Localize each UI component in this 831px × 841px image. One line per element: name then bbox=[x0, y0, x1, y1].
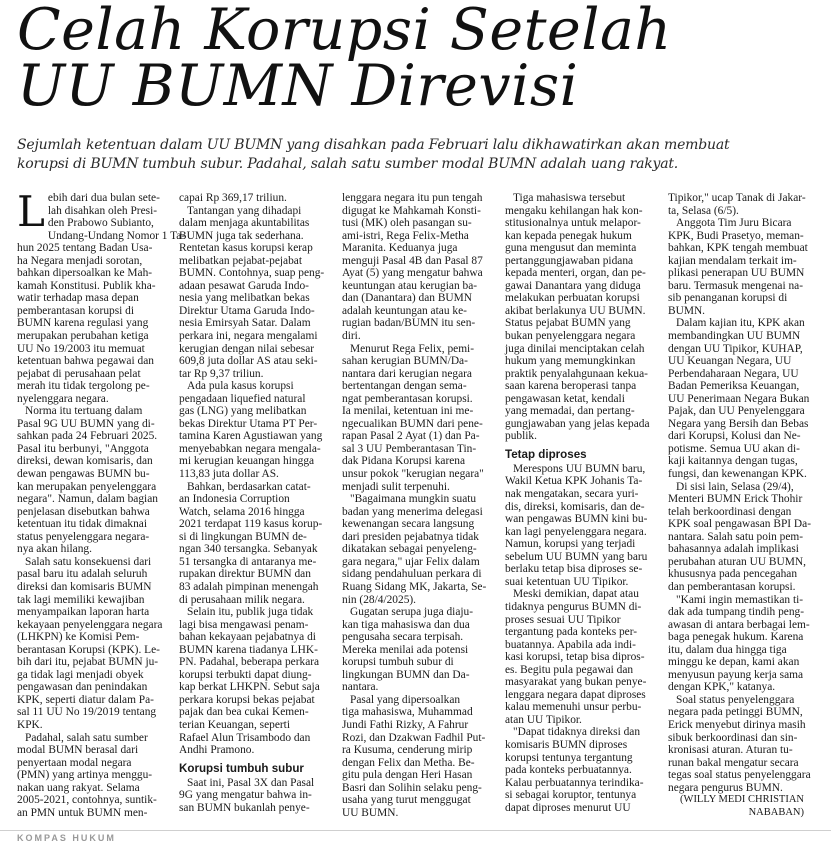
body-text-line: Basri dan Solihin selaku peng- bbox=[342, 781, 482, 794]
body-text-line: den Prabowo Subianto, bbox=[47, 217, 154, 230]
byline: (WILLY MEDI CHRISTIAN bbox=[680, 794, 804, 806]
body-text-line: nin (28/4/2025). bbox=[342, 593, 417, 606]
body-text-line: nyelenggara negara. bbox=[17, 392, 109, 405]
body-text-line: dikatakan sebagai penyeleng- bbox=[342, 543, 477, 556]
body-text-line: Ruang Sidang MK, Jakarta, Se- bbox=[342, 580, 487, 593]
body-text-line: menyusun payung kerja sama bbox=[668, 668, 804, 681]
body-text-line: Status pejabat BUMN yang bbox=[505, 317, 631, 330]
body-text-line: fungsi, dan kewenangan KPK. bbox=[668, 468, 807, 481]
body-text-line: guna mengusut dan meminta bbox=[505, 242, 637, 255]
body-text-line: lenggara negara dapat diproses bbox=[505, 688, 646, 701]
body-text-line: gitu pula dengan Heri Hasan bbox=[342, 769, 473, 782]
section-footer: KOMPAS HUKUM bbox=[17, 833, 116, 841]
body-text-line: potisme. Semua UU akan di- bbox=[668, 442, 800, 455]
body-text-line: lenggara negara itu pun tengah bbox=[342, 192, 483, 204]
body-text-line: kalau memenuhi unsur perbu- bbox=[505, 701, 642, 714]
body-text-line: pertanggungjawaban pidana bbox=[505, 254, 634, 267]
body-text-line: gawai Danantara yang diduga bbox=[505, 279, 641, 292]
body-text-line: dis, direksi, komisaris, dan de- bbox=[505, 500, 645, 513]
body-text-line: capai Rp 369,17 triliun. bbox=[179, 192, 287, 204]
body-text-line: dak ada tumpang tindih peng- bbox=[668, 606, 805, 619]
body-text-line: Meski demikian, dapat atau bbox=[513, 588, 639, 601]
body-text-line: 113,83 juta dollar AS. bbox=[179, 468, 279, 481]
body-text-line: (LHKPN) ke Komisi Pem- bbox=[17, 631, 140, 644]
headline-line-2: UU BUMN Direvisi bbox=[17, 53, 579, 119]
body-text-line: minggu ke depan, kami akan bbox=[668, 656, 800, 669]
body-text-line: bertentangan dengan sema- bbox=[342, 380, 467, 393]
body-text-line: PN. Padahal, beberapa perkara bbox=[179, 656, 320, 669]
body-text-line: 83 adalah pimpinan menengah bbox=[179, 580, 319, 593]
body-text-line: bahasannya adalah implikasi bbox=[668, 543, 799, 556]
body-text-line: rupakan direktur BUMN dan bbox=[179, 568, 311, 581]
body-text-line: buatannya. Apabila ada indi- bbox=[505, 638, 636, 651]
body-text-line: sib penanganan korupsi di bbox=[668, 292, 788, 305]
body-text-line: saan karena beroperasi tanpa bbox=[505, 380, 637, 393]
body-text-line: tergantung pada konteks per- bbox=[505, 626, 638, 639]
body-text-line: Rozi, dan Dzakwan Fadhil Put- bbox=[342, 731, 486, 744]
body-text-line: Rentetan kasus korupsi kerap bbox=[179, 242, 313, 255]
body-text-line: kepada menteri, organ, dan pe- bbox=[505, 267, 646, 280]
body-text-line: KPK, Budi Prasetyo, meman- bbox=[668, 229, 804, 242]
body-text-line: mengaku kehilangan hak kon- bbox=[505, 204, 643, 217]
body-text-line: dapat diproses menurut UU bbox=[505, 801, 631, 814]
body-text-line: pada konteks perbuatannya. bbox=[505, 764, 632, 777]
body-text-line: pengawasan dan penindakan bbox=[17, 681, 148, 694]
body-text-line: penjelasan disebutkan bahwa bbox=[17, 505, 150, 518]
body-text-line: itu, dalam dua hingga tiga bbox=[668, 643, 787, 656]
body-text-line: dengan UU Tipikor, KUHAP, bbox=[668, 342, 803, 355]
body-text-line: melibatkan pejabat-pejabat bbox=[179, 254, 303, 267]
body-text-line: Tiga mahasiswa tersebut bbox=[513, 192, 626, 204]
body-text-line: Menteri BUMN Erick Thohir bbox=[668, 493, 803, 506]
body-text-line: yang memadai, dan pertang- bbox=[505, 405, 635, 418]
body-text-line: nakan uang rakyat. Selama bbox=[17, 781, 140, 794]
body-text-line: unsur pokok "kerugian negara" bbox=[342, 468, 484, 481]
body-text-line: stitusionalnya untuk melapor- bbox=[505, 217, 641, 230]
body-text-line: Merespons UU BUMN baru, bbox=[513, 462, 646, 475]
body-text-line: pengawasan ketat, kendali bbox=[505, 392, 625, 405]
body-text-line: penyertaan modal negara bbox=[17, 756, 132, 769]
body-text-line: diri. bbox=[342, 330, 361, 343]
body-text-line: bih dari itu, pejabat BUMN ju- bbox=[17, 656, 159, 669]
body-text-line: awasan di antara berbagai lem- bbox=[668, 618, 810, 631]
body-text-line: negara". Namun, dalam bagian bbox=[17, 493, 158, 506]
article-column-1 bbox=[17, 187, 186, 819]
body-text-line: nantara dari kerugian negara bbox=[342, 367, 472, 380]
body-text-line: perubahan aturan UU BUMN, bbox=[668, 555, 806, 568]
body-text-line: Tipikor," ucap Tanak di Jakar- bbox=[668, 192, 806, 204]
body-text-line: juga dinilai menciptakan celah bbox=[505, 342, 645, 355]
body-text-line: akibat berlakunya UU BUMN. bbox=[505, 304, 646, 317]
body-text-line: ketentuan bahwa pegawai dan bbox=[17, 355, 154, 368]
body-text-line: perkara korupsi bekas pejabat bbox=[179, 693, 315, 706]
body-text-line: bahkan dipersoalkan ke Mah- bbox=[17, 267, 153, 280]
body-text-line: lah disahkan oleh Presi- bbox=[47, 204, 158, 217]
body-text-line: menyebabkan negara mengala- bbox=[179, 442, 321, 455]
body-text-line: 2021 terdapat 119 kasus korup- bbox=[179, 518, 323, 531]
body-text-line: runan bakal mengatur secara bbox=[668, 756, 799, 769]
body-text-line: BUMN karena tiadanya LHK- bbox=[179, 643, 318, 656]
body-text-line: ta, Selasa (6/5). bbox=[668, 204, 739, 217]
body-text-line: 51 tersangka di antaranya me- bbox=[179, 555, 317, 568]
body-text-line: Ayat (5) yang mengatur bahwa bbox=[342, 267, 483, 280]
body-text-line: sahkan pada 24 Februari 2025. bbox=[17, 430, 158, 443]
body-text-line: Gugatan serupa juga diaju- bbox=[350, 606, 474, 619]
headline-line-1: Celah Korupsi Setelah bbox=[17, 0, 672, 63]
body-text-line: khususnya pada pencegahan bbox=[668, 568, 798, 581]
body-text-line: nantara. bbox=[342, 681, 379, 694]
body-text-line: status penyelenggara negara- bbox=[17, 530, 150, 543]
body-text-line: di perusahaan milik negara. bbox=[179, 593, 305, 606]
body-text-line: ra Kusuma, cenderung mirip bbox=[342, 744, 473, 757]
subheading: Tetap diproses bbox=[505, 447, 587, 461]
body-text-line: an Indonesia Corruption bbox=[179, 493, 290, 506]
body-text-line: hun 2025 tentang Badan Usa- bbox=[17, 242, 153, 255]
body-text-line: kan merupakan penyelenggara bbox=[17, 480, 157, 493]
body-text-line: Dalam kajian itu, KPK akan bbox=[676, 317, 805, 330]
body-text-line: korupsi tumbuh subur di bbox=[342, 656, 454, 669]
body-text-line: menyampaikan laporan harta bbox=[17, 606, 150, 619]
body-text-line: rugian badan/BUMN itu sen- bbox=[342, 317, 476, 330]
body-text-line: nesia Emirsyah Satar. Dalam bbox=[179, 317, 311, 330]
body-text-line: Pasal yang dipersoalkan bbox=[350, 693, 461, 706]
body-text-line: menguji Pasal 4B dan Pasal 87 bbox=[342, 254, 483, 267]
body-text-line: Ia menilai, ketentuan ini me- bbox=[342, 405, 474, 418]
body-text-line: dalam menjaga akuntabilitas bbox=[179, 217, 310, 230]
body-text-line: san BUMN bukanlah penye- bbox=[179, 801, 310, 814]
body-text-line: es. Begitu pula pegawai dan bbox=[505, 663, 634, 676]
body-text-line: Badan Pemeriksa Keuangan, bbox=[668, 380, 800, 393]
body-text-line: ngecualikan BUMN dari pene- bbox=[342, 417, 483, 430]
body-text-line: watir terhadap masa depan bbox=[17, 292, 139, 305]
body-text-line: baru. Termasuk mengenai na- bbox=[668, 279, 803, 292]
body-text-line: dengan KPK," katanya. bbox=[668, 681, 776, 694]
body-text-line: atan UU Tipikor. bbox=[505, 713, 582, 726]
body-text-line: kasi korupsi, tetap bisa dipros- bbox=[505, 651, 645, 664]
body-text-line: sebelum UU BUMN yang baru bbox=[505, 550, 648, 563]
body-text-line: 9G yang mengatur bahwa in- bbox=[179, 789, 312, 802]
body-text-line: mi kerugian keuangan hingga bbox=[179, 455, 315, 468]
body-text-line: hukum yang memungkinkan bbox=[505, 355, 636, 368]
body-text-line: plikasi penerapan UU BUMN bbox=[668, 267, 805, 280]
body-text-line: kamah Konstitusi. Publik kha- bbox=[17, 279, 156, 292]
body-text-line: Perbendaharaan Negara, UU bbox=[668, 367, 799, 380]
body-text-line: wan pengawas BUMN kini bu- bbox=[505, 513, 648, 526]
byline: NABABAN) bbox=[748, 806, 804, 818]
body-text-line: kan lagi penyelenggara negara. bbox=[505, 525, 647, 538]
body-text-line: ketentuan itu tidak dimaknai bbox=[17, 518, 148, 531]
body-text-line: sal 3 UU Pemberantasan Tin- bbox=[342, 442, 477, 455]
lead-line-2: korupsi di BUMN tumbuh subur. Padahal, salah satu sumber modal BUMN adalah uang rakyat. bbox=[17, 156, 679, 172]
body-text-line: ngat pemberantasan korupsi. bbox=[342, 392, 473, 405]
body-text-line: "Bagaimana mungkin suatu bbox=[350, 493, 477, 506]
body-text-line: lagi bisa mengawasi penam- bbox=[179, 618, 309, 631]
body-text-line: Direktur Utama Garuda Indo- bbox=[179, 304, 315, 317]
body-text-line: Pasal 9G UU BUMN yang di- bbox=[17, 417, 155, 430]
body-text-line: bahkan, KPK tengah membuat bbox=[668, 242, 808, 255]
body-text-line: sidang pendahuluan perkara di bbox=[342, 568, 482, 581]
body-text-line: BUMN. Contohnya, suap peng- bbox=[179, 267, 325, 280]
body-text-line: suai ketentuan UU Tipikor. bbox=[505, 575, 629, 588]
body-text-line: dewan pengawas BUMN bu- bbox=[17, 468, 150, 481]
body-text-line: Wakil Ketua KPK Johanis Ta- bbox=[505, 475, 643, 488]
body-text-line: KPK, seperti diatur dalam Pa- bbox=[17, 693, 154, 706]
body-text-line: Padahal, salah satu sumber bbox=[25, 731, 148, 744]
body-text-line: Andhi Pramono. bbox=[179, 744, 255, 757]
body-text-line: membandingkan UU BUMN bbox=[668, 330, 801, 343]
body-text-line: KPK. bbox=[17, 718, 43, 731]
article-column-2 bbox=[179, 192, 325, 814]
body-text-line: adalah keuntungan atau ke- bbox=[342, 304, 467, 317]
body-text-line: melakukan perbuatan korupsi bbox=[505, 292, 640, 305]
body-text-line: ami-istri, Rega Felix-Metha bbox=[342, 229, 469, 242]
body-text-line: dan (Danantara) dan BUMN bbox=[342, 292, 472, 305]
body-text-line: ngan 340 tersangka. Sebanyak bbox=[179, 543, 318, 556]
body-text-line: Rafael Alun Trisambodo dan bbox=[179, 731, 311, 744]
body-text-line: Negara yang Bersih dan Bebas bbox=[668, 417, 809, 430]
body-text-line: dari Korupsi, Kolusi dan Ne- bbox=[668, 430, 801, 443]
body-text-line: dak Pidana Korupsi karena bbox=[342, 455, 466, 468]
body-text-line: kaji kaitannya dengan tugas, bbox=[668, 455, 798, 468]
body-text-line: Mereka menilai ada potensi bbox=[342, 643, 469, 656]
article-column-5 bbox=[668, 192, 811, 819]
body-text-line: pejabat di perusahaan pelat bbox=[17, 367, 141, 380]
body-text-line: pemberantasan korupsi di bbox=[17, 304, 135, 317]
body-text-line: menjadi sulit terpenuhi. bbox=[342, 480, 450, 493]
body-text-line: adaan pesawat Garuda Indo- bbox=[179, 279, 309, 292]
body-text-line: tegas soal status penyelenggara bbox=[668, 769, 811, 782]
body-text-line: sahan kerugian BUMN/Da- bbox=[342, 355, 468, 368]
body-text-line: kekayaan penyelenggara negara bbox=[17, 618, 163, 631]
body-text-line: tak lagi memiliki kewajiban bbox=[17, 593, 145, 606]
body-text-line: Pasal itu berbunyi, "Anggota bbox=[17, 442, 149, 455]
body-text-line: kewenangan secara langsung bbox=[342, 518, 475, 531]
body-text-line: Soal status penyelenggara bbox=[676, 693, 795, 706]
body-text-line: "Dapat tidaknya direksi dan bbox=[513, 726, 641, 739]
body-text-line: kap berkat LHKPN. Sebut saja bbox=[179, 681, 320, 694]
body-text-line: Ada pula kasus korupsi bbox=[187, 380, 294, 393]
body-text-line: bekas Direktur Utama PT Per- bbox=[179, 417, 318, 430]
body-text-line: nak mengatakan, secara yuri- bbox=[505, 488, 639, 501]
body-text-line: sibuk berkoordinasi dan sin- bbox=[668, 731, 798, 744]
body-text-line: Tantangan yang dihadapi bbox=[187, 204, 302, 217]
body-text-line: Kalau perbuatannya terindika- bbox=[505, 776, 644, 789]
body-text-line: modal BUMN berasal dari bbox=[17, 744, 139, 757]
body-text-line: kajian mendalam terkait im- bbox=[668, 254, 797, 267]
subheading: Korupsi tumbuh subur bbox=[179, 761, 304, 775]
body-text-line: Anggota Tim Juru Bicara bbox=[676, 217, 792, 230]
body-text-line: gara negara," ujar Felix dalam bbox=[342, 555, 480, 568]
body-text-line: lingkungan BUMN dan Da- bbox=[342, 668, 470, 681]
body-text-line: masyarakat yang bukan penye- bbox=[505, 676, 647, 689]
body-text-line: ga tidak lagi menjadi obyek bbox=[17, 668, 144, 681]
body-text-line: Namun, korupsi yang terjadi bbox=[505, 538, 636, 551]
body-text-line: UU Keuangan Negara, UU bbox=[668, 355, 792, 368]
body-text-line: Pajak, dan UU Penyelenggara bbox=[668, 405, 805, 418]
headline bbox=[17, 0, 817, 119]
bottom-rule bbox=[0, 830, 831, 831]
body-text-line: nantara. Salah satu poin pem- bbox=[668, 530, 804, 543]
body-text-line: UU BUMN. bbox=[342, 806, 399, 819]
body-text-line: ha Negara menjadi sorotan, bbox=[17, 254, 143, 267]
body-text-line: Undang-Undang Nomor 1 Ta- bbox=[47, 229, 186, 242]
body-text-line: perkara ini, negara mengalami bbox=[179, 330, 318, 343]
body-text-line: pasal baru itu adalah seluruh bbox=[17, 568, 148, 581]
body-text-line: nesia yang melibatkan bekas bbox=[179, 292, 310, 305]
body-text-line: dari presiden pejabatnya tidak bbox=[342, 530, 479, 543]
body-text-line: pajak dan bea cukai Kemen- bbox=[179, 706, 309, 719]
body-text-line: baga penegak hukum. Karena bbox=[668, 631, 804, 644]
article-column-4 bbox=[505, 192, 650, 814]
body-text-line: tidaknya pengurus BUMN di- bbox=[505, 600, 642, 613]
body-text-line: kronisasi aturan. Aturan tu- bbox=[668, 744, 793, 757]
body-text-line: UU Penerimaan Negara Bukan bbox=[668, 392, 810, 405]
body-text-line: Maranita. Keduanya juga bbox=[342, 242, 458, 255]
body-text-line: (PMN) yang artinya menggu- bbox=[17, 769, 153, 782]
body-text-line: Selain itu, publik juga tidak bbox=[187, 606, 314, 619]
body-text-line: "Kami ingin memastikan ti- bbox=[676, 593, 804, 606]
body-text-line: korupsi terbukti dapat diung- bbox=[179, 668, 312, 681]
body-text-line: Watch, selama 2016 hingga bbox=[179, 505, 305, 518]
body-text-line: ebih dari dua bulan sete- bbox=[47, 192, 160, 204]
body-text-line: digugat ke Mahkamah Konsti- bbox=[342, 204, 481, 217]
body-text-line: nya akan hilang. bbox=[17, 543, 92, 556]
body-text-line: pengadaan liquefied natural bbox=[179, 392, 306, 405]
article-column-3 bbox=[342, 192, 487, 819]
body-text-line: kan tiga mahasiswa dan dua bbox=[342, 618, 470, 631]
body-text-line: negara pengurus BUMN. bbox=[668, 781, 783, 794]
body-text-line: Jundi Fathi Rizky, A Fahrur bbox=[342, 718, 469, 731]
body-text-line: rapan Pasal 2 Ayat (1) dan Pa- bbox=[342, 430, 480, 443]
body-text-line: Salah satu konsekuensi dari bbox=[25, 555, 152, 568]
body-text-line: si di lingkungan BUMN de- bbox=[179, 530, 307, 543]
body-text-line: BUMN. bbox=[668, 304, 706, 317]
body-text-line: bahan kekayaan pejabatnya di bbox=[179, 631, 316, 644]
body-text-line: negara pada petinggi BUMN, bbox=[668, 706, 803, 719]
body-text-line: berantasan Korupsi (KPK). Le- bbox=[17, 643, 160, 656]
lead-line-1: Sejumlah ketentuan dalam UU BUMN yang disahkan pada Februari lalu dikhawatirkan akan membuat bbox=[17, 137, 730, 153]
body-text-line: tar Rp 9,37 triliun. bbox=[179, 367, 264, 380]
body-text-line: praktik penyalahgunaan kekua- bbox=[505, 367, 648, 380]
body-text-line: Menurut Rega Felix, pemi- bbox=[350, 342, 475, 355]
body-text-line: BUMN karena regulasi yang bbox=[17, 317, 149, 330]
body-text-line: tusi (MK) oleh pasangan su- bbox=[342, 217, 472, 230]
body-text-line: direksi dan komisaris BUMN bbox=[17, 580, 152, 593]
body-text-line: keuntungan atau kerugian ba- bbox=[342, 279, 478, 292]
body-text-line: Saat ini, Pasal 3X dan Pasal bbox=[187, 776, 315, 789]
body-text-line: badan yang menerima delegasi bbox=[342, 505, 483, 518]
body-text-line: terian Keuangan, seperti bbox=[179, 718, 291, 731]
body-text-line: pengusaha secara terpisah. bbox=[342, 631, 464, 644]
body-text-line: direksi, dewan komisaris, dan bbox=[17, 455, 153, 468]
body-text-line: dengan Felix dan Metha. Be- bbox=[342, 756, 475, 769]
body-text-line: kerugian dengan nilai sebesar bbox=[179, 342, 315, 355]
body-text-line: an PMN untuk BUMN men- bbox=[17, 806, 148, 819]
body-text-line: Bahkan, berdasarkan catat- bbox=[187, 480, 311, 493]
body-text-line: merupakan perubahan ketiga bbox=[17, 330, 149, 343]
body-text-line: BUMN juga tak sederhana. bbox=[179, 229, 304, 242]
body-text-line: Di sisi lain, Selasa (29/4), bbox=[676, 480, 794, 493]
body-text-line: kan kepada penegak hukum bbox=[505, 229, 632, 242]
body-text-line: sal 11 UU No 19/2019 tentang bbox=[17, 706, 157, 719]
body-text-line: telah berkoordinasi dengan bbox=[668, 505, 792, 518]
body-text-line: merah itu tidak tergolong pe- bbox=[17, 380, 150, 393]
body-text-line: gungjawaban yang jelas kepada bbox=[505, 417, 650, 430]
body-text-line: Erick menyebut dirinya masih bbox=[668, 718, 806, 731]
body-text-line: publik. bbox=[505, 430, 537, 443]
body-text-line: proses sesuai UU Tipikor bbox=[505, 613, 621, 626]
body-text-line: komisaris BUMN diproses bbox=[505, 738, 628, 751]
body-text-line: tiga mahasiswa, Muhammad bbox=[342, 706, 473, 719]
body-text-line: si sebagai koruptor, tentunya bbox=[505, 789, 637, 802]
body-text-line: 2005-2021, contohnya, suntik- bbox=[17, 794, 157, 807]
body-text-line: Norma itu tertuang dalam bbox=[25, 405, 143, 418]
body-text-line: bukan penyelenggara negara bbox=[505, 330, 636, 343]
body-text-line: berlaku tetap bisa diproses se- bbox=[505, 563, 643, 576]
body-text-line: tamina Karen Agustiawan yang bbox=[179, 430, 323, 443]
body-text-line: UU No 19/2003 itu memuat bbox=[17, 342, 145, 355]
body-text-line: 609,8 juta dollar AS atau seki- bbox=[179, 355, 318, 368]
body-text-line: KPK soal pengawasan BPI Da- bbox=[668, 518, 811, 531]
body-text-line: gas (LNG) yang melibatkan bbox=[179, 405, 307, 418]
body-text-line: usaha yang turut menggugat bbox=[342, 794, 471, 807]
drop-cap: L bbox=[17, 187, 45, 236]
body-text-line: korupsi tentunya tergantung bbox=[505, 751, 633, 764]
body-text-line: dan pemberantasan korupsi. bbox=[668, 580, 796, 593]
lead-paragraph bbox=[17, 136, 817, 174]
